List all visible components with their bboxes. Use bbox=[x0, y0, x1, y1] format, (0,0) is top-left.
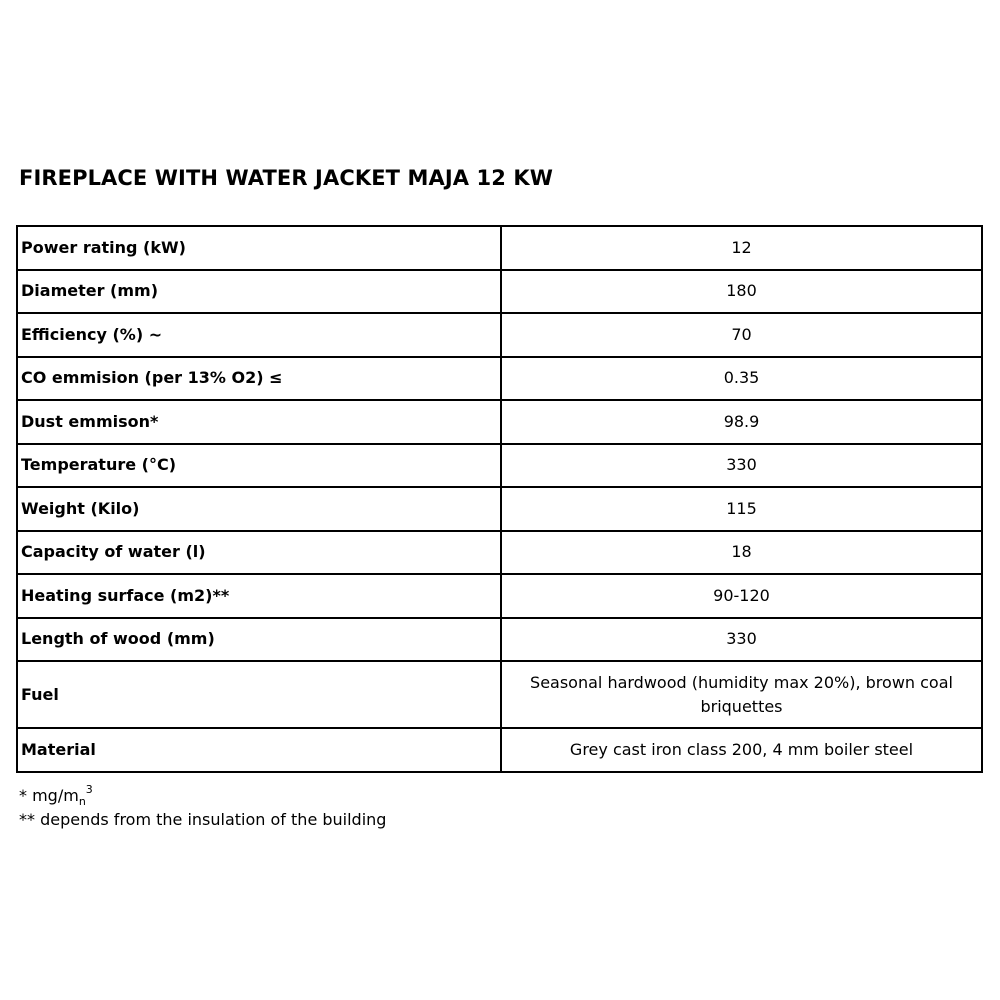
spec-label: Efficiency (%) ~ bbox=[17, 313, 501, 357]
spec-label: Heating surface (m2)** bbox=[17, 574, 501, 618]
spec-label: Material bbox=[17, 728, 501, 772]
spec-label: Dust emmison* bbox=[17, 400, 501, 444]
footnote-units-superscript: 3 bbox=[85, 783, 93, 796]
spec-label: Power rating (kW) bbox=[17, 226, 501, 270]
footnote-units bbox=[19, 784, 386, 808]
spec-label: CO emmision (per 13% O2) ≤ bbox=[17, 357, 501, 401]
spec-value: Grey cast iron class 200, 4 mm boiler steel bbox=[501, 728, 982, 772]
spec-label: Capacity of water (l) bbox=[17, 531, 501, 575]
spec-value: 70 bbox=[501, 313, 982, 357]
footnote-units-text: * mg/m bbox=[19, 786, 79, 805]
spec-value: 330 bbox=[501, 444, 982, 488]
spec-label: Length of wood (mm) bbox=[17, 618, 501, 662]
table-row bbox=[17, 313, 982, 357]
specification-table bbox=[16, 225, 983, 773]
table-row bbox=[17, 574, 982, 618]
table-row bbox=[17, 661, 982, 728]
spec-value: 330 bbox=[501, 618, 982, 662]
table-row bbox=[17, 728, 982, 772]
footnotes bbox=[19, 784, 386, 832]
spec-value: Seasonal hardwood (humidity max 20%), brown coal briquettes bbox=[501, 661, 982, 728]
table-row bbox=[17, 226, 982, 270]
spec-label: Temperature (°C) bbox=[17, 444, 501, 488]
spec-value: 98.9 bbox=[501, 400, 982, 444]
page-title: FIREPLACE WITH WATER JACKET MAJA 12 KW bbox=[19, 166, 553, 190]
spec-label: Fuel bbox=[17, 661, 501, 728]
spec-label: Diameter (mm) bbox=[17, 270, 501, 314]
table-row bbox=[17, 270, 982, 314]
spec-value: 180 bbox=[501, 270, 982, 314]
spec-value: 0.35 bbox=[501, 357, 982, 401]
table-row bbox=[17, 618, 982, 662]
footnote-units-subscript: n bbox=[78, 795, 86, 808]
table-row bbox=[17, 531, 982, 575]
spec-value: 12 bbox=[501, 226, 982, 270]
spec-value: 115 bbox=[501, 487, 982, 531]
table-row bbox=[17, 357, 982, 401]
spec-label: Weight (Kilo) bbox=[17, 487, 501, 531]
spec-value: 90-120 bbox=[501, 574, 982, 618]
table-row bbox=[17, 400, 982, 444]
table-row bbox=[17, 487, 982, 531]
footnote-insulation: ** depends from the insulation of the building bbox=[19, 810, 387, 829]
spec-value: 18 bbox=[501, 531, 982, 575]
table-row bbox=[17, 444, 982, 488]
